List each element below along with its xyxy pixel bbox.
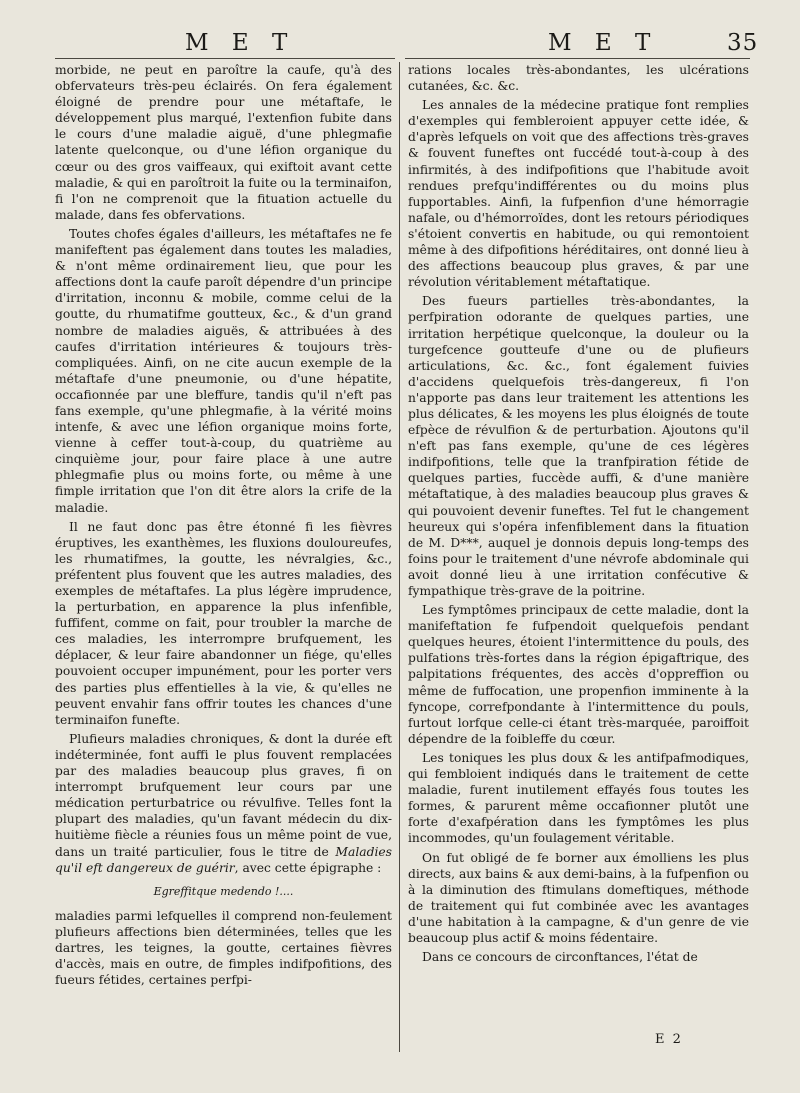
paragraph: Dans ce concours de circonftances, l'état de [422, 950, 698, 965]
left-column [55, 62, 392, 991]
paragraph: Les toniques les plus doux & les antifpafmodiques, qui fembloient indiqués dans le traitement de cette maladie, furent inutilement effayés fous toutes les formes, & parurent même occafionner plutôt une forte d'exafpération dans les fymptômes les plus incommodes, qu'un foulagement véritable. [408, 750, 749, 846]
paragraph: Il ne faut donc pas être étonné fi les fièvres éruptives, les exanthèmes, les fluxions douloureufes, les rhumatifmes, la goutte, les névralgies, &c., préfentent plus fouvent que les autres maladies, des exemples de métaftafes. La plus légère imprudence, la perturbation, en apparence la plus infenfible, fuffifent, comme on fait, pour troubler la marche de ces maladies, les interrompre brufquement, les déplacer, & leur faire abandonner un fiége, qu'elles pouvoient occuper impunément, pour les porter vers des parties plus effentielles à la vie, & qu'elles ne peuvent envahir fans offrir toutes les chances d'une terminaifon funefte. [55, 519, 392, 727]
header-rule-left [55, 58, 395, 59]
page-number: 35 [727, 30, 759, 56]
book-title: Maladies qu'il eft dangereux de guérir [55, 844, 392, 875]
right-column [408, 62, 749, 968]
header-rule-right [405, 58, 750, 59]
paragraph: morbide, ne peut en paroître la caufe, qu'à des obfervateurs très-peu éclairés. On fera également éloigné de prendre pour une métaftafe, le développement plus marqué, l'extenfion fubite dans le cours d'une maladie aiguë, d'une phlegmafie latente quelconque, ou d'une léfion organique du cœur ou des gros vaiffeaux, qui exiftoit avant cette maladie, & qui en paroîtroit la fuite ou la terminaifon, fi l'on ne comprenoit que la fituation actuelle du malade, dans fes obfervations. [55, 63, 392, 222]
paragraph: Les fymptômes principaux de cette maladie, dont la manifeftation fe fufpendoit quelquefois pendant quelques heures, étoient l'intermittence du pouls, des pulfations très-fortes dans la région épigaftrique, des palpitations fréquentes, des accès d'oppreffion ou même de fuffocation, une propenfion imminente à la fyncope, correfpondante à l'intermittence du pouls, furtout lorfque celle-ci étant très-marquée, paroiffoit dépendre de la foibleffe du cœur. [408, 603, 749, 746]
epigraph: Egreffitque medendo !.... [153, 884, 294, 898]
paragraph: rations locales très-abondantes, les ulcérations cutanées, &c. &c. [408, 63, 749, 94]
signature-mark: E 2 [655, 1032, 683, 1047]
paragraph-text: Plufieurs maladies chroniques, & dont la durée eft indéterminée, font auffi le plus fouvent remplacées par des maladies beaucoup plus graves, fi on interrompt brufquement leur cours par une médication perturbatrice ou révulfive. Telles font la plupart des maladies, qu'un favant médecin du dix-huitième fiècle a réunies fous un même point de vue, dans un traité particulier, fous le titre de [55, 731, 392, 859]
paragraph: Toutes chofes égales d'ailleurs, les métaftafes ne fe manifeftent pas également dans toutes les maladies, & n'ont même ordinairement lieu, que pour les affections dont la caufe paroît dépendre d'un principe d'irritation, inconnu & mobile, comme celui de la goutte, du rhumatifme goutteux, &c., & d'un grand nombre de maladies aiguës, & attribuées à des caufes d'irritation intérieures & toujours très-compliquées. Ainfi, on ne cite aucun exemple de la métaftafe d'une pneumonie, ou d'une hépatite, occafionnée par une bleffure, tandis qu'il n'eft pas fans exemple, qu'une phlegmafie, à la vérité moins intenfe, & avec une léfion organique moins forte, vienne à ceffer tout-à-coup, du quatrième au cinquième jour, pour faire place à une autre phlegmafie plus ou moins forte, ou même à une fimple irritation que l'on dit être alors la crife de la maladie. [55, 226, 392, 515]
running-head-left: M E T [185, 30, 296, 56]
paragraph: Des fueurs partielles très-abondantes, la perfpiration odorante de quelques parties, une irritation herpétique quelconque, la douleur ou la turgefcence goutteufe d'une ou de plufieurs articulations, &c. &c., font également fuivies d'accidens quelquefois très-dangereux, fi l'on n'apporte pas dans leur traitement les attentions les plus délicates, & les moyens les plus éloignés de toute efpèce de révulfion & de perturbation. Ajoutons qu'il n'eft pas fans exemple, qu'une de ces légères indifpofitions, telle que la tranfpiration fétide de quelques parties, fuccède auffi, & d'une manière métaftatique, à des maladies beaucoup plus graves & qui pouvoient devenir funeftes. Tel fut le changement heureux qui s'opéra infenfiblement dans la fituation de M. D***, auquel je donnois depuis long-temps des foins pour le traitement d'une névrofe abdominale qui avoit donné lieu à une irritation confécutive & fympathique très-grave de la poitrine. [408, 294, 749, 598]
paragraph: On fut obligé de fe borner aux émolliens les plus directs, aux bains & aux demi-bains, à la fufpenfion ou à la diminution des ftimulans domeftiques, méthode de traitement qui fut combinée avec les avantages d'une habitation à la campagne, & d'un genre de vie beaucoup plus actif & moins fédentaire. [408, 850, 749, 945]
column-divider [399, 62, 400, 1052]
running-head-right: M E T [548, 30, 659, 56]
paragraph-text: , avec cette épigraphe : [234, 860, 382, 875]
paragraph: Les annales de la médecine pratique font remplies d'exemples qui fembleroient appuyer cette idée, & d'après lefquels on voit que des affections très-graves & fouvent funeftes ont fuccédé tout-à-coup à des infirmités, à des indifpofitions que l'habitude avoit rendues prefqu'indifférentes ou du moins plus fupportables. Ainfi, la fufpenfion d'une hémorragie nafale, ou d'hémorroïdes, dont les retours périodiques s'étoient convertis en habitude, ou qui remontoient même à des difpofitions héréditaires, ont donné lieu à des affections beaucoup plus graves, & par une révolution véritablement métaftatique. [408, 98, 749, 290]
paragraph [55, 731, 392, 876]
paragraph: maladies parmi lefquelles il comprend non-feulement plufieurs affections bien déterminées, telles que les dartres, les teignes, la goutte, certaines fièvres d'accès, mais en outre, de fimples indifpofitions, des fueurs fétides, certaines perfpi- [55, 908, 392, 988]
